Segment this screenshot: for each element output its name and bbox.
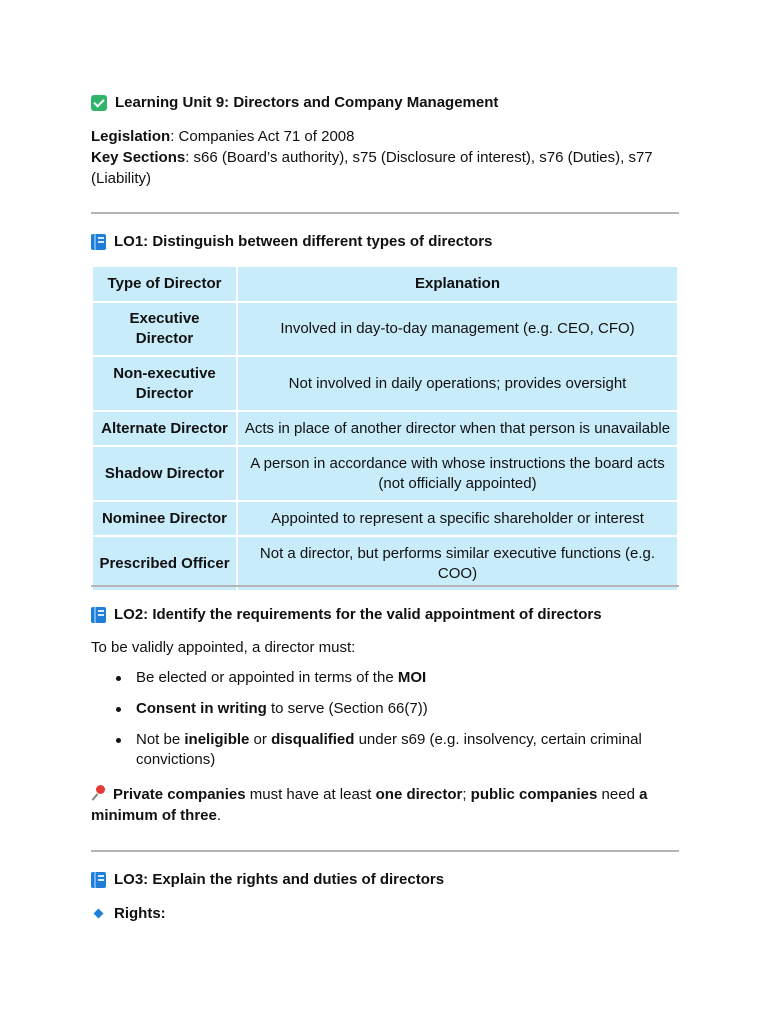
table-cell-explanation: Involved in day-to-day management (e.g. CEO, CFO): [237, 302, 678, 356]
list-item-text: or: [249, 731, 272, 748]
lo1-heading-text: LO1: Distinguish between different types of directors: [114, 233, 493, 250]
note-text: ;: [462, 786, 471, 803]
rights-heading: [91, 905, 166, 922]
table-header-type: Type of Director: [92, 266, 237, 302]
list-item: [136, 699, 676, 719]
table-cell-explanation: Acts in place of another director when that person is unavailable: [237, 411, 678, 446]
list-item-bold: Consent in writing: [136, 700, 267, 717]
table-cell-type: Non-executive Director: [92, 356, 237, 411]
table-cell-explanation: Not a director, but performs similar executive functions (e.g. COO): [237, 536, 678, 591]
table-row: [92, 411, 678, 446]
list-item-text: to serve (Section 66(7)): [266, 700, 428, 717]
note-bold: Private companies: [113, 786, 246, 803]
list-item: [136, 730, 676, 770]
note-bold: public companies: [470, 786, 598, 803]
page-title: [91, 94, 498, 111]
lo2-heading-text: LO2: Identify the requirements for the valid appointment of directors: [114, 606, 602, 623]
key-sections-line-2: (Liability): [91, 170, 152, 187]
legislation-label: Legislation: [91, 128, 171, 145]
divider: [91, 212, 679, 214]
pin-icon: [91, 785, 107, 801]
table-cell-explanation: Appointed to represent a specific shareholder or interest: [237, 501, 678, 536]
divider: [91, 585, 679, 587]
table-row: [92, 501, 678, 536]
diamond-icon: [94, 909, 104, 919]
key-sections-label: Key Sections: [91, 149, 186, 166]
lo2-heading: [91, 606, 602, 623]
table-row: [92, 536, 678, 591]
lo1-heading: [91, 233, 492, 250]
lo2-intro: To be validly appointed, a director must:: [91, 639, 356, 656]
lo3-heading: [91, 871, 444, 888]
list-item-bold: ineligible: [184, 731, 250, 748]
book-icon: [91, 607, 106, 623]
book-icon: [91, 872, 106, 888]
table-cell-explanation: A person in accordance with whose instructions the board acts (not officially appointed): [237, 446, 678, 501]
legislation-value: : Companies Act 71 of 2008: [170, 128, 355, 145]
table-cell-type: Executive Director: [92, 302, 237, 356]
check-icon: [91, 95, 107, 111]
key-sections-line: [91, 147, 679, 168]
note-text: must have at least: [245, 786, 376, 803]
lo3-heading-text: LO3: Explain the rights and duties of directors: [114, 871, 445, 888]
table-row: [92, 356, 678, 411]
table-cell-type: Alternate Director: [92, 411, 237, 446]
list-item-text: Be elected or appointed in terms of the: [136, 669, 398, 686]
list-item-bold: disqualified: [271, 731, 355, 748]
note-text: .: [216, 807, 222, 824]
page-title-text: Learning Unit 9: Directors and Company Management: [115, 94, 499, 111]
table-cell-type: Prescribed Officer: [92, 536, 237, 591]
list-item-text: Not be: [136, 731, 185, 748]
book-icon: [91, 234, 106, 250]
legislation-line: [91, 126, 679, 147]
key-sections-value: : s66 (Board’s authority), s75 (Disclosure of interest), s76 (Duties), s77: [185, 149, 653, 166]
note-bold: a minimum of three: [91, 786, 648, 824]
list-item-bold: MOI: [397, 669, 427, 686]
requirements-list: [136, 668, 676, 770]
director-types-table: [91, 265, 679, 592]
table-header-row: [92, 266, 678, 302]
table-cell-type: Shadow Director: [92, 446, 237, 501]
list-item-text: under s69 (e.g. insolvency, certain criminal convictions): [136, 731, 642, 768]
company-note: [91, 784, 679, 826]
note-text: need: [597, 786, 640, 803]
list-item: [136, 668, 676, 688]
table-row: [92, 446, 678, 501]
table-cell-explanation: Not involved in daily operations; provides oversight: [237, 356, 678, 411]
rights-label: Rights:: [114, 905, 166, 922]
divider: [91, 850, 679, 852]
table-header-explanation: Explanation: [237, 266, 678, 302]
table-row: [92, 302, 678, 356]
table-cell-type: Nominee Director: [92, 501, 237, 536]
note-bold: one director: [375, 786, 463, 803]
